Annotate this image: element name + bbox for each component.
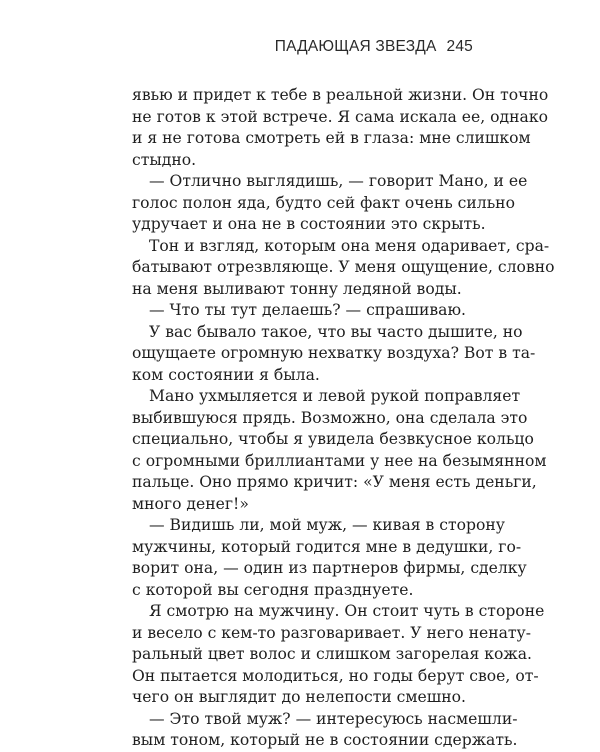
text-line: У вас бывало такое, что вы часто дышите, но xyxy=(149,322,523,341)
text-line: чего он выглядит до нелепости смешно. xyxy=(132,688,466,706)
text-line: много денег!» xyxy=(132,494,249,513)
text-line: голос полон яда, будто сей факт очень сильно xyxy=(132,193,515,212)
text-line: вым тоном, который не в состоянии сдержать. xyxy=(132,731,518,749)
text-line: и я не готова смотреть ей в глаза: мне слишком xyxy=(132,129,531,147)
text-line: на меня выливают тонну ледяной воды. xyxy=(132,279,462,298)
text-line: Я смотрю на мужчину. Он стоит чуть в стороне xyxy=(149,602,545,620)
text-line: ральный цвет волос и слишком загорелая кожа. xyxy=(132,645,533,663)
text-line: пальце. Оно прямо кричит: «У меня есть деньги, xyxy=(132,473,537,491)
text-line: и весело с кем-то разговаривает. У него ненату- xyxy=(132,623,531,642)
text-line: ком состоянии я была. xyxy=(132,365,320,384)
text-line: Мано ухмыляется и левой рукой поправляет xyxy=(149,387,521,405)
text-line: — Это твой муж? — интересуюсь насмешли- xyxy=(149,709,518,728)
text-line: батывают отрезвляюще. У меня ощущение, словно xyxy=(132,258,555,276)
text-line: с огромными бриллиантами у нее на безымянном xyxy=(132,451,547,470)
text-line: мужчины, который годится мне в дедушки, го- xyxy=(132,537,522,556)
text-line: специально, чтобы я увидела безвкусное кольцо xyxy=(132,430,534,448)
page-number: 245 xyxy=(446,38,473,55)
text-line: — Что ты тут делаешь? — спрашиваю. xyxy=(149,301,466,319)
text-line: явью и придет к тебе в реальной жизни. Он точно xyxy=(132,86,549,104)
text-line: не готов к этой встрече. Я сама искала ее, однако xyxy=(132,107,548,126)
text-line: Тон и взгляд, которым она меня одаривает, сра- xyxy=(149,236,550,255)
text-line: выбившуюся прядь. Возможно, она сделала это xyxy=(132,408,528,427)
text-line: — Видишь ли, мой муж, — кивая в сторону xyxy=(149,516,505,534)
text-line: с которой вы сегодня празднуете. xyxy=(132,580,414,599)
text-line: — Отлично выглядишь, — говорит Мано, и ее xyxy=(149,172,528,190)
running-header-title: ПАДАЮЩАЯ ЗВЕЗДА xyxy=(274,38,437,55)
text-line: удручает и она не в состоянии это скрыть. xyxy=(132,215,486,233)
text-line: Он пытается молодиться, но годы берут свое, от- xyxy=(132,666,539,685)
text-line: ворит она, — один из партнеров фирмы, сделку xyxy=(132,559,527,577)
running-header xyxy=(275,38,473,56)
page-body-text xyxy=(132,85,555,752)
text-line: ощущаете огромную нехватку воздуха? Вот в та- xyxy=(132,344,536,362)
text-line: стыдно. xyxy=(132,150,197,169)
